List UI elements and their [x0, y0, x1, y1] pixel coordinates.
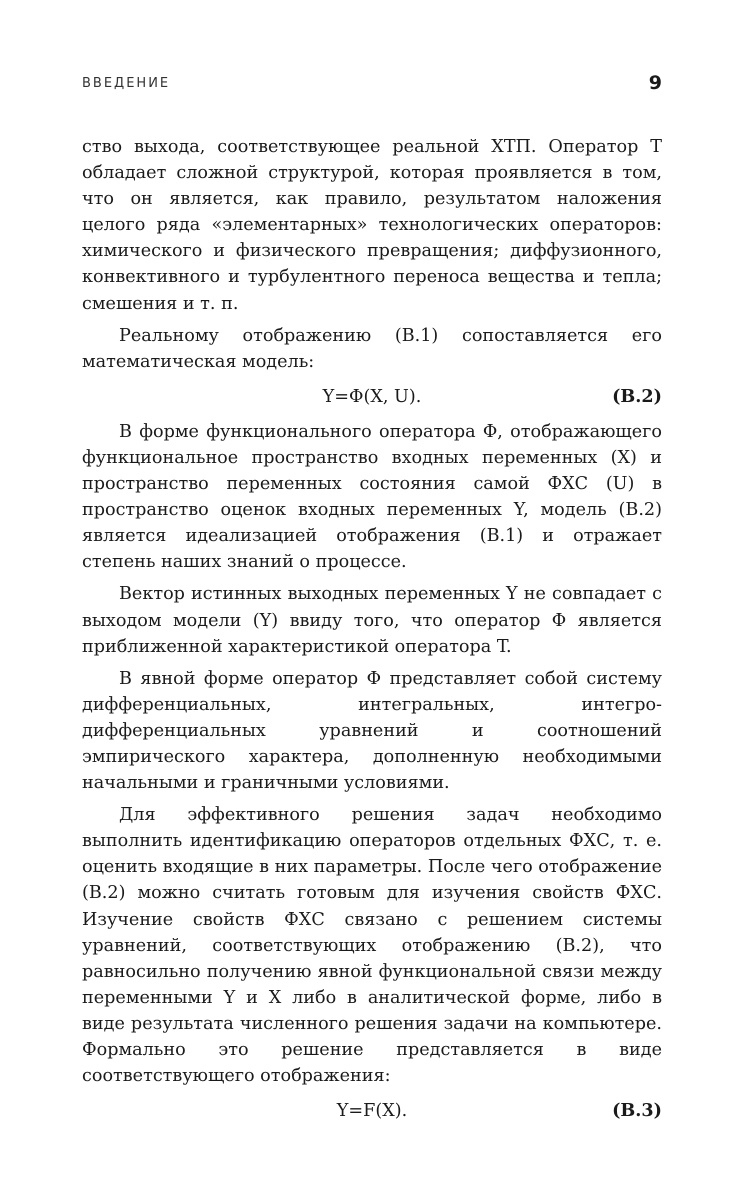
- equation-b3-number: (В.3): [612, 1100, 662, 1122]
- paragraph-5: В явной форме оператор Φ представляет собой систему дифференциальных, интегральных, интегро-дифференциальных уравнений и соотношений эмпирического характера, дополненную необходимыми начальными и граничными условиями.: [82, 668, 662, 794]
- page-number: 9: [648, 72, 662, 94]
- equation-b3-formula: Y=F(X).: [336, 1101, 408, 1122]
- running-header: [82, 72, 662, 96]
- equation-b2: [82, 384, 662, 410]
- paragraph-4: Вектор истинных выходных переменных Y не совпадает с выходом модели (Y) ввиду того, что оператор Φ является приближенной характеристикой оператора T.: [82, 584, 662, 657]
- body-text: [82, 134, 662, 1133]
- section-title: ВВЕДЕНИЕ: [82, 76, 171, 91]
- equation-b3: [82, 1098, 662, 1124]
- paragraph-3: В форме функционального оператора Φ, отображающего функциональное пространство входных переменных (X) и пространство переменных состояния самой ФХС (U) в пространство оценок входных переменных Y, модель (В.2) является идеализацией отображения (В.1) и отражает степень наших знаний о процессе.: [82, 421, 662, 573]
- paragraph-1: ство выхода, соответствующее реальной ХТП. Оператор T обладает сложной структурой, которая проявляется в том, что он является, как правило, результатом наложения целого ряда «элементарных» технологических операторов: химического и физического превращения; диффузионного, конвективного и турбулентного переноса вещества и тепла; смешения и т. п.: [82, 137, 662, 314]
- paragraph-2: Реальному отображению (В.1) сопоставляется его математическая модель:: [82, 325, 662, 372]
- paragraph-6: Для эффективного решения задач необходимо выполнить идентификацию операторов отдельных ФХС, т. е. оценить входящие в них параметры. После чего отображение (В.2) можно считать готовым для изучения свойств ФХС. Изучение свойств ФХС связано с решением системы уравнений, соответствующих отображению (В.2), что равносильно получению явной функциональной связи между переменными Y и X либо в аналитической форме, либо в виде результата численного решения задачи на компьютере. Формально это решение представляется в виде соответствующего отображения:: [82, 805, 662, 1087]
- equation-b2-number: (В.2): [612, 385, 662, 407]
- equation-b2-formula: Y=Φ(X, U).: [322, 386, 422, 407]
